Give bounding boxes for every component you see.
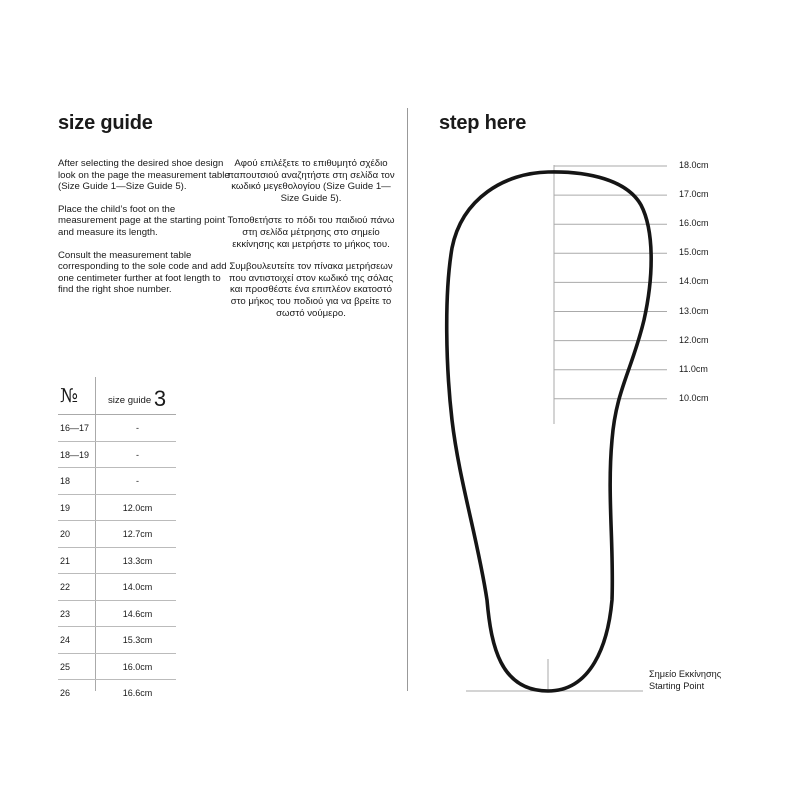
foot-length-cell: - (136, 423, 139, 433)
shoe-size-cell: 23 (60, 608, 71, 619)
foot-length-cell: 12.0cm (122, 502, 153, 513)
measure-label: 15.0cm (679, 247, 709, 258)
shoe-size-cell: 21 (60, 555, 71, 566)
foot-length-cell: 16.6cm (122, 688, 153, 698)
starting-point-label (649, 669, 721, 692)
number-sign-header: № (60, 385, 78, 407)
foot-length-cell: - (136, 476, 139, 486)
greek-paragraph-1: Αφού επιλέξετε το επιθυμητό σχέδιο παπουτσιού αναζητήστε στη σελίδα τον κωδικό μεγεθολογίου (Size Guide 1—Size Guide 5). (227, 158, 395, 204)
foot-length-cell: 14.0cm (122, 582, 153, 592)
shoe-size-cell: 18—19 (60, 449, 90, 460)
greek-paragraph-2: Τοποθετήστε το πόδι του παιδιού πάνω στη σελίδα μέτρησης στο σημείο εκκίνησης και μετρήστε το μήκος του. (227, 215, 395, 250)
measure-label: 14.0cm (679, 276, 709, 287)
foot-length-cell: 16.0cm (122, 661, 153, 672)
shoe-size-cell: 20 (60, 529, 71, 539)
shoe-size-cell: 24 (60, 635, 71, 645)
measure-label: 10.0cm (679, 392, 709, 403)
english-paragraph-3: Consult the measurement table corresponding to the sole code and add one centimeter further at foot length to find the right shoe number. (58, 249, 227, 296)
shoe-size-cell: 26 (60, 688, 71, 698)
foot-length-cell: 15.3cm (122, 635, 153, 645)
foot-length-cell: 13.3cm (122, 555, 153, 566)
starting-point-greek: Σημείο Εκκίνησης (649, 669, 722, 679)
measure-label: 17.0cm (679, 189, 709, 200)
english-paragraph-2: Place the child’s foot on the measurement page at the starting point and measure its length. (58, 203, 225, 238)
guide-number: 3 (153, 386, 167, 411)
size-guide-title: size guide (58, 112, 153, 134)
measure-label: 11.0cm (679, 363, 708, 374)
measure-label: 18.0cm (679, 160, 709, 170)
measure-label: 12.0cm (679, 334, 709, 345)
foot-length-cell: 14.6cm (122, 608, 153, 619)
step-here-title: step here (439, 112, 527, 134)
size-guide-header-label: size guide (108, 395, 152, 406)
shoe-size-cell: 19 (60, 502, 71, 513)
shoe-size-cell: 18 (60, 476, 71, 486)
measure-label: 13.0cm (679, 305, 709, 316)
foot-length-cell: - (136, 449, 139, 460)
greek-paragraph-3: Συμβουλευτείτε τον πίνακα μετρήσεων που αντιστοιχεί στον κωδικό της σόλας και προσθέστε ένα επιπλέον εκατοστό στο μήκος του ποδιού για να βρείτε το σωστό νούμερο. (228, 261, 394, 319)
foot-length-cell: 12.7cm (122, 529, 153, 539)
starting-point-english: Starting Point (649, 680, 705, 691)
shoe-size-cell: 16—17 (60, 423, 90, 433)
shoe-size-cell: 25 (60, 661, 71, 672)
shoe-size-cell: 22 (60, 582, 71, 592)
shoe-sole-outline (447, 172, 651, 691)
measure-label: 16.0cm (679, 218, 709, 229)
english-paragraph-1: After selecting the desired shoe design look on the page the measurement table (Size Guide 1—Size Guide 5). (58, 158, 230, 193)
